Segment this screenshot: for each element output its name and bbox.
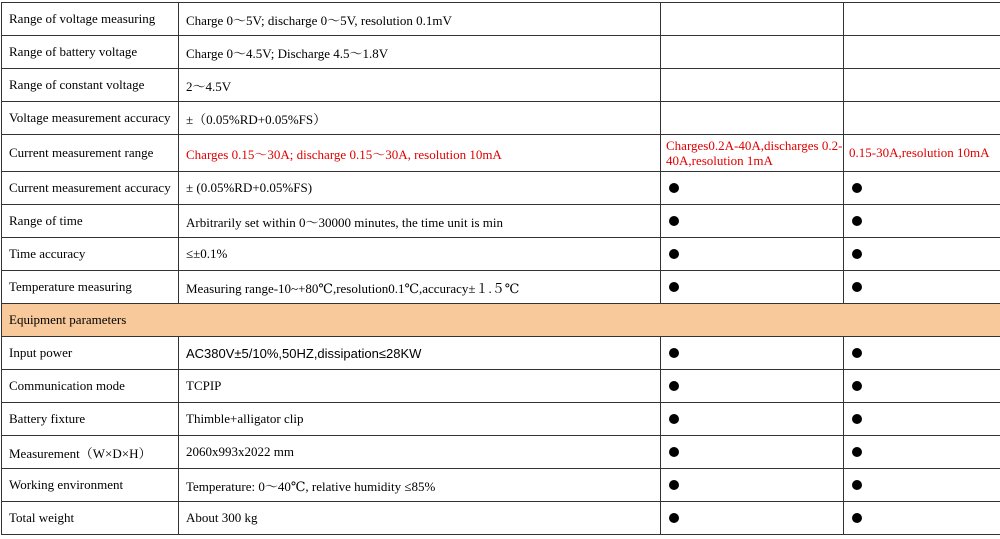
table-row bbox=[2, 36, 1000, 69]
filled-circle-icon bbox=[852, 216, 862, 226]
row-col3 bbox=[661, 36, 844, 69]
row-col3 bbox=[661, 238, 844, 271]
row-col3 bbox=[661, 337, 844, 370]
row-value: Thimble+alligator clip bbox=[179, 403, 661, 436]
row-label: Range of constant voltage bbox=[2, 69, 179, 102]
row-col4 bbox=[844, 436, 1000, 469]
row-col4 bbox=[844, 337, 1000, 370]
table-row bbox=[2, 403, 1000, 436]
row-col3 bbox=[661, 370, 844, 403]
table-row bbox=[2, 69, 1000, 102]
table-row bbox=[2, 271, 1000, 304]
table-row bbox=[2, 502, 1000, 535]
row-col3 bbox=[661, 403, 844, 436]
row-value: TCPIP bbox=[179, 370, 661, 403]
row-label: Communication mode bbox=[2, 370, 179, 403]
row-value: Temperature: 0～40℃, relative humidity ≤85% bbox=[179, 469, 661, 502]
row-label: Total weight bbox=[2, 502, 179, 535]
row-label: Temperature measuring bbox=[2, 271, 179, 304]
row-col4 bbox=[844, 36, 1000, 69]
table-row bbox=[2, 469, 1000, 502]
filled-circle-icon bbox=[852, 183, 862, 193]
table-row bbox=[2, 436, 1000, 469]
row-label: Range of time bbox=[2, 205, 179, 238]
table-row bbox=[2, 238, 1000, 271]
row-label: Voltage measurement accuracy bbox=[2, 102, 179, 135]
row-col4 bbox=[844, 102, 1000, 135]
row-col4 bbox=[844, 370, 1000, 403]
row-col4 bbox=[844, 403, 1000, 436]
filled-circle-icon bbox=[669, 183, 679, 193]
row-label: Time accuracy bbox=[2, 238, 179, 271]
row-col4 bbox=[844, 3, 1000, 36]
table-row bbox=[2, 337, 1000, 370]
row-label: Range of voltage measuring bbox=[2, 3, 179, 36]
filled-circle-icon bbox=[852, 480, 862, 490]
row-col3 bbox=[661, 271, 844, 304]
row-value: Charge 0～4.5V; Discharge 4.5～1.8V bbox=[179, 36, 661, 69]
row-value: ±（0.05%RD+0.05%FS） bbox=[179, 102, 661, 135]
row-value: ≤±0.1% bbox=[179, 238, 661, 271]
row-value: 2～4.5V bbox=[179, 69, 661, 102]
filled-circle-icon bbox=[852, 249, 862, 259]
table-row bbox=[2, 205, 1000, 238]
row-label: Battery fixture bbox=[2, 403, 179, 436]
row-col3 bbox=[661, 3, 844, 36]
row-value: ± (0.05%RD+0.05%FS) bbox=[179, 172, 661, 205]
row-value: About 300 kg bbox=[179, 502, 661, 535]
row-col3 bbox=[661, 469, 844, 502]
filled-circle-icon bbox=[669, 249, 679, 259]
filled-circle-icon bbox=[852, 348, 862, 358]
filled-circle-icon bbox=[852, 513, 862, 523]
row-col4: 0.15-30A,resolution 10mA bbox=[844, 135, 1000, 172]
row-col4 bbox=[844, 172, 1000, 205]
filled-circle-icon bbox=[669, 414, 679, 424]
section-header-row bbox=[2, 304, 1000, 337]
table-row bbox=[2, 102, 1000, 135]
row-value: Charges 0.15～30A; discharge 0.15～30A, resolution 10mA bbox=[179, 135, 661, 172]
row-label: Working environment bbox=[2, 469, 179, 502]
row-col3 bbox=[661, 69, 844, 102]
table-row bbox=[2, 135, 1000, 172]
filled-circle-icon bbox=[852, 447, 862, 457]
row-label: Current measurement range bbox=[2, 135, 179, 172]
row-value: AC380V±5/10%,50HZ,dissipation≤28KW bbox=[179, 337, 661, 370]
row-col3 bbox=[661, 102, 844, 135]
filled-circle-icon bbox=[852, 414, 862, 424]
row-col3 bbox=[661, 502, 844, 535]
row-col4 bbox=[844, 502, 1000, 535]
filled-circle-icon bbox=[669, 348, 679, 358]
row-col3: Charges0.2A-40A,discharges 0.2-40A,resolution 1mA bbox=[661, 135, 844, 172]
row-col4 bbox=[844, 69, 1000, 102]
row-col4 bbox=[844, 205, 1000, 238]
row-value: Arbitrarily set within 0～30000 minutes, the time unit is min bbox=[179, 205, 661, 238]
filled-circle-icon bbox=[669, 447, 679, 457]
section-title: Equipment parameters bbox=[2, 304, 1000, 337]
row-col3 bbox=[661, 205, 844, 238]
filled-circle-icon bbox=[669, 513, 679, 523]
row-col4 bbox=[844, 271, 1000, 304]
spec-table bbox=[1, 2, 1000, 535]
table-row bbox=[2, 3, 1000, 36]
row-col4 bbox=[844, 238, 1000, 271]
row-label: Input power bbox=[2, 337, 179, 370]
row-value: Measuring range-10~+80℃,resolution0.1℃,accuracy±１.５℃ bbox=[179, 271, 661, 304]
table-row bbox=[2, 172, 1000, 205]
row-col4 bbox=[844, 469, 1000, 502]
filled-circle-icon bbox=[669, 480, 679, 490]
filled-circle-icon bbox=[852, 282, 862, 292]
filled-circle-icon bbox=[669, 216, 679, 226]
filled-circle-icon bbox=[669, 282, 679, 292]
row-value: 2060x993x2022 mm bbox=[179, 436, 661, 469]
filled-circle-icon bbox=[669, 381, 679, 391]
row-col3 bbox=[661, 436, 844, 469]
table-row bbox=[2, 370, 1000, 403]
row-label: Range of battery voltage bbox=[2, 36, 179, 69]
row-col3 bbox=[661, 172, 844, 205]
row-value: Charge 0～5V; discharge 0～5V, resolution 0.1mV bbox=[179, 3, 661, 36]
filled-circle-icon bbox=[852, 381, 862, 391]
row-label: Measurement（W×D×H） bbox=[2, 436, 179, 469]
row-label: Current measurement accuracy bbox=[2, 172, 179, 205]
